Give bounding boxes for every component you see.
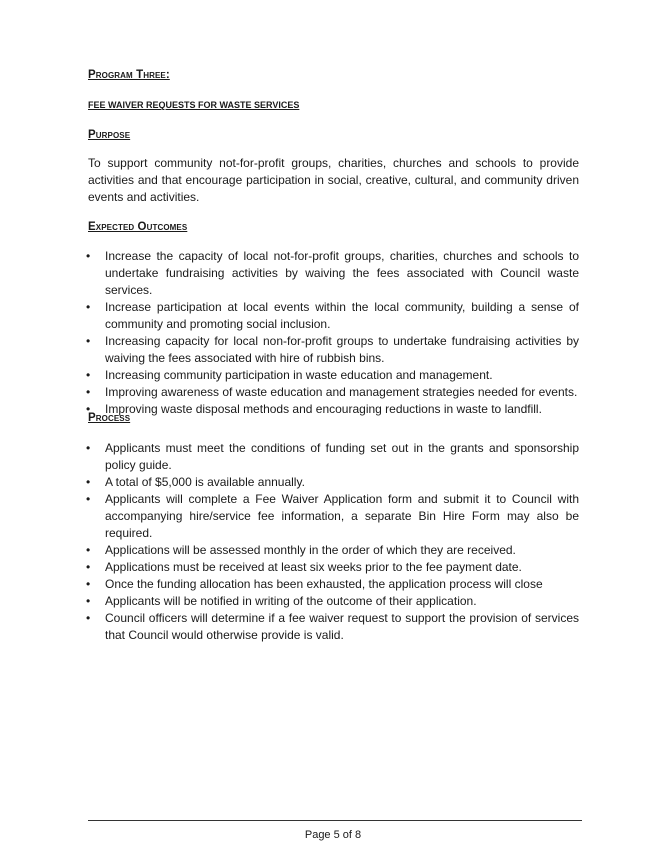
list-item: • Increasing capacity for local non-for-profit groups to undertake fundraising activities by waiving the fees associated with hire of rubbish bins. bbox=[88, 333, 579, 367]
list-item: • A total of $5,000 is available annually. bbox=[88, 474, 579, 491]
process-list bbox=[88, 440, 579, 644]
list-item: • Applications will be assessed monthly in the order of which they are received. bbox=[88, 542, 579, 559]
page-number: Page 5 of 8 bbox=[304, 829, 362, 841]
list-item: • Once the funding allocation has been exhausted, the application process will close bbox=[88, 576, 579, 593]
list-item: • Improving waste disposal methods and encouraging reductions in waste to landfill. bbox=[88, 401, 579, 418]
list-item: • Increase the capacity of local not-for-profit groups, charities, churches and schools to undertake fundraising activities by waiving the fees associated with Council waste services. bbox=[88, 248, 579, 299]
process-heading: Process bbox=[88, 412, 131, 424]
expected-outcomes-list bbox=[88, 248, 579, 418]
list-item: • Increasing community participation in waste education and management. bbox=[88, 367, 579, 384]
list-item: • Increase participation at local events within the local community, building a sense of community and promoting social inclusion. bbox=[88, 299, 579, 333]
list-item: • Improving awareness of waste education and management strategies needed for events. bbox=[88, 384, 579, 401]
footer-divider bbox=[88, 820, 582, 821]
purpose-heading: Purpose bbox=[88, 129, 131, 141]
list-item: • Applicants must meet the conditions of funding set out in the grants and sponsorship policy guide. bbox=[88, 440, 579, 474]
expected-outcomes-heading: Expected Outcomes bbox=[88, 221, 188, 233]
program-title: Program Three: bbox=[88, 69, 170, 81]
purpose-paragraph: To support community not-for-profit groups, charities, churches and schools to provide activities and that encourage participation in social, creative, cultural, and community driven events and activities. bbox=[88, 156, 579, 204]
list-item: • Applications must be received at least six weeks prior to the fee payment date. bbox=[88, 559, 579, 576]
list-item: • Applicants will complete a Fee Waiver Application form and submit it to Council with accompanying hire/service fee information, a separate Bin Hire Form may also be required. bbox=[88, 491, 579, 542]
list-item: • Council officers will determine if a fee waiver request to support the provision of services that Council would otherwise provide is valid. bbox=[88, 610, 579, 644]
document-page bbox=[88, 0, 580, 861]
program-subtitle: FEE WAIVER REQUESTS FOR WASTE SERVICES bbox=[88, 100, 300, 110]
list-item: • Applicants will be notified in writing of the outcome of their application. bbox=[88, 593, 579, 610]
